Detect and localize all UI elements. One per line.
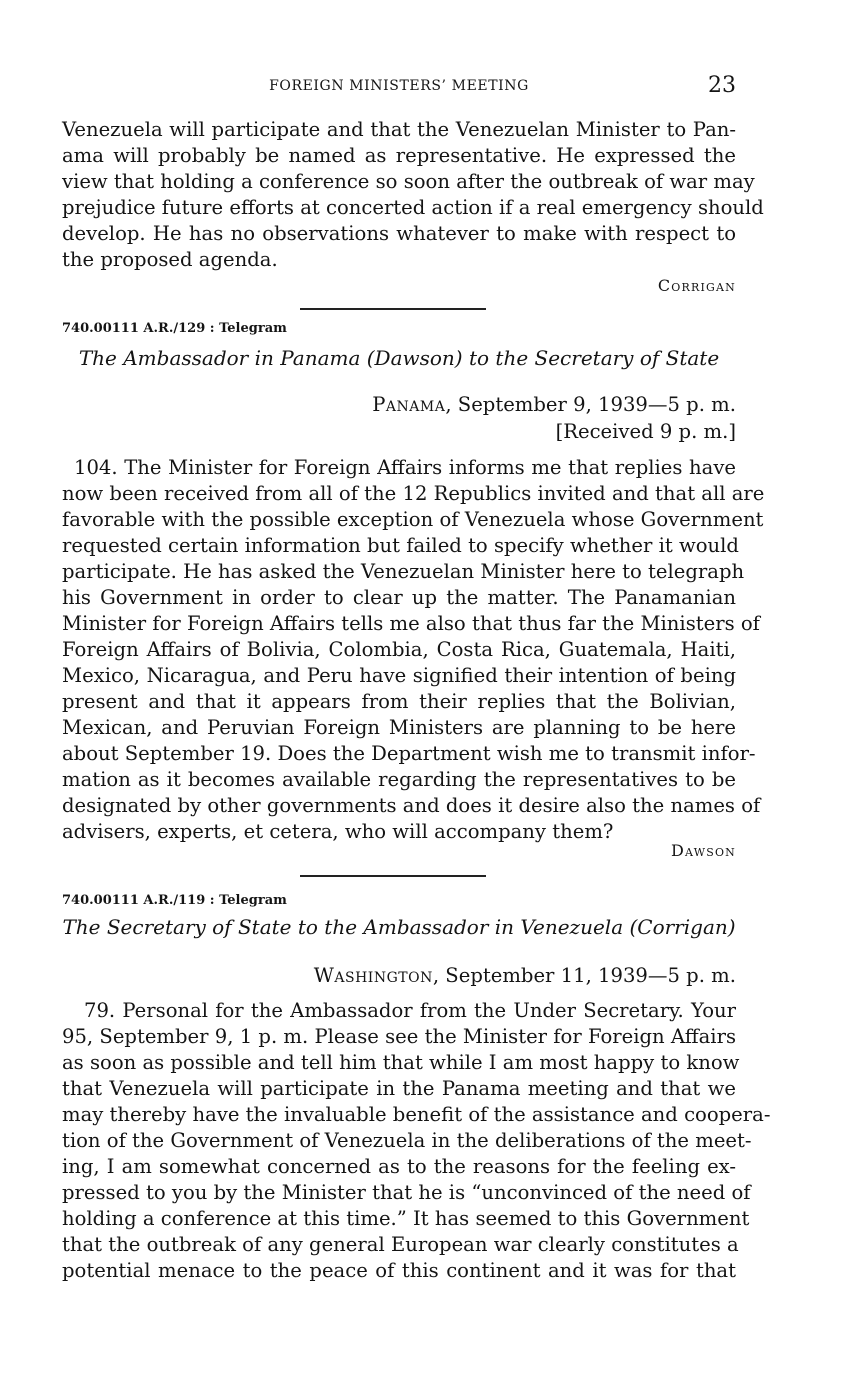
- section-divider: [300, 875, 486, 877]
- text-line: view that holding a conference so soon after the outbreak of war may: [62, 170, 755, 193]
- file-reference: 740.00111 A.R./129 : Telegram: [62, 321, 287, 336]
- telegram-104-body: [62, 455, 765, 845]
- text-line: tion of the Government of Venezuela in the deliberations of the meet-: [62, 1129, 752, 1152]
- text-line: Minister for Foreign Affairs tells me also that thus far the Ministers of: [62, 612, 760, 635]
- dateline: [372, 393, 736, 416]
- text-line: designated by other governments and does it desire also the names of: [62, 794, 761, 817]
- section-divider: [300, 308, 486, 310]
- text-line: 79. Personal for the Ambassador from the Under Secretary. Your: [84, 999, 736, 1022]
- received-note: [Received 9 p. m.]: [555, 420, 736, 443]
- text-line: pressed to you by the Minister that he is “unconvinced of the need of: [62, 1181, 751, 1204]
- text-line: favorable with the possible exception of Venezuela whose Government: [62, 508, 764, 531]
- document-heading: The Ambassador in Panama (Dawson) to the Secretary of State: [78, 346, 720, 370]
- running-head-title: FOREIGN MINISTERS’ MEETING: [269, 78, 529, 94]
- text-line: present and that it appears from their replies that the Bolivian,: [62, 690, 736, 713]
- text-line: now been received from all of the 12 Republics invited and that all are: [62, 482, 765, 505]
- text-line: prejudice future efforts at concerted action if a real emergency should: [62, 196, 764, 219]
- text-line: develop. He has no observations whatever to make with respect to: [62, 222, 736, 245]
- file-reference: 740.00111 A.R./119 : Telegram: [62, 893, 287, 908]
- text-line: Mexican, and Peruvian Foreign Ministers are planning to be here: [62, 716, 736, 739]
- continuation-paragraph: [62, 117, 764, 273]
- text-line: mation as it becomes available regarding the representatives to be: [62, 768, 736, 791]
- text-line: ama will probably be named as representative. He expressed the: [62, 144, 736, 167]
- text-line: that Venezuela will participate in the Panama meeting and that we: [62, 1077, 736, 1100]
- text-line: Mexico, Nicaragua, and Peru have signified their intention of being: [62, 664, 736, 687]
- text-line: 95, September 9, 1 p. m. Please see the Minister for Foreign Affairs: [62, 1025, 736, 1048]
- page-number: 23: [708, 73, 736, 98]
- text-line: Venezuela will participate and that the Venezuelan Minister to Pan-: [62, 118, 736, 141]
- text-line: as soon as possible and tell him that while I am most happy to know: [62, 1051, 740, 1074]
- text-line: that the outbreak of any general European war clearly constitutes a: [62, 1233, 739, 1256]
- dateline: [314, 964, 736, 987]
- text-line: advisers, experts, et cetera, who will accompany them?: [62, 820, 614, 843]
- text-line: ing, I am somewhat concerned as to the reasons for the feeling ex-: [62, 1155, 736, 1178]
- dateline-place: Washington: [313, 964, 433, 987]
- signature-dawson: Dawson: [670, 841, 736, 860]
- signature-corrigan: Corrigan: [657, 276, 736, 295]
- text-line: his Government in order to clear up the matter. The Panamanian: [62, 586, 736, 609]
- document-heading: The Secretary of State to the Ambassador in Venezuela (Corrigan): [62, 915, 736, 939]
- text-line: potential menace to the peace of this continent and it was for that: [62, 1259, 736, 1282]
- text-line: participate. He has asked the Venezuelan Minister here to telegraph: [62, 560, 745, 583]
- dateline-date: , September 9, 1939—5 p. m.: [445, 393, 736, 416]
- text-line: may thereby have the invaluable benefit of the assistance and coopera-: [62, 1103, 771, 1126]
- dateline-date: , September 11, 1939—5 p. m.: [432, 964, 736, 987]
- text-line: 104. The Minister for Foreign Affairs informs me that replies have: [74, 456, 736, 479]
- text-line: holding a conference at this time.” It has seemed to this Government: [62, 1207, 750, 1230]
- dateline-place: Panama: [372, 393, 446, 416]
- text-line: the proposed agenda.: [62, 248, 278, 271]
- text-line: Foreign Affairs of Bolivia, Colombia, Costa Rica, Guatemala, Haiti,: [62, 638, 736, 661]
- text-line: about September 19. Does the Department wish me to transmit infor-: [62, 742, 756, 765]
- running-head: [62, 74, 736, 100]
- telegram-79-body: [62, 998, 771, 1284]
- text-line: requested certain information but failed to specify whether it would: [62, 534, 739, 557]
